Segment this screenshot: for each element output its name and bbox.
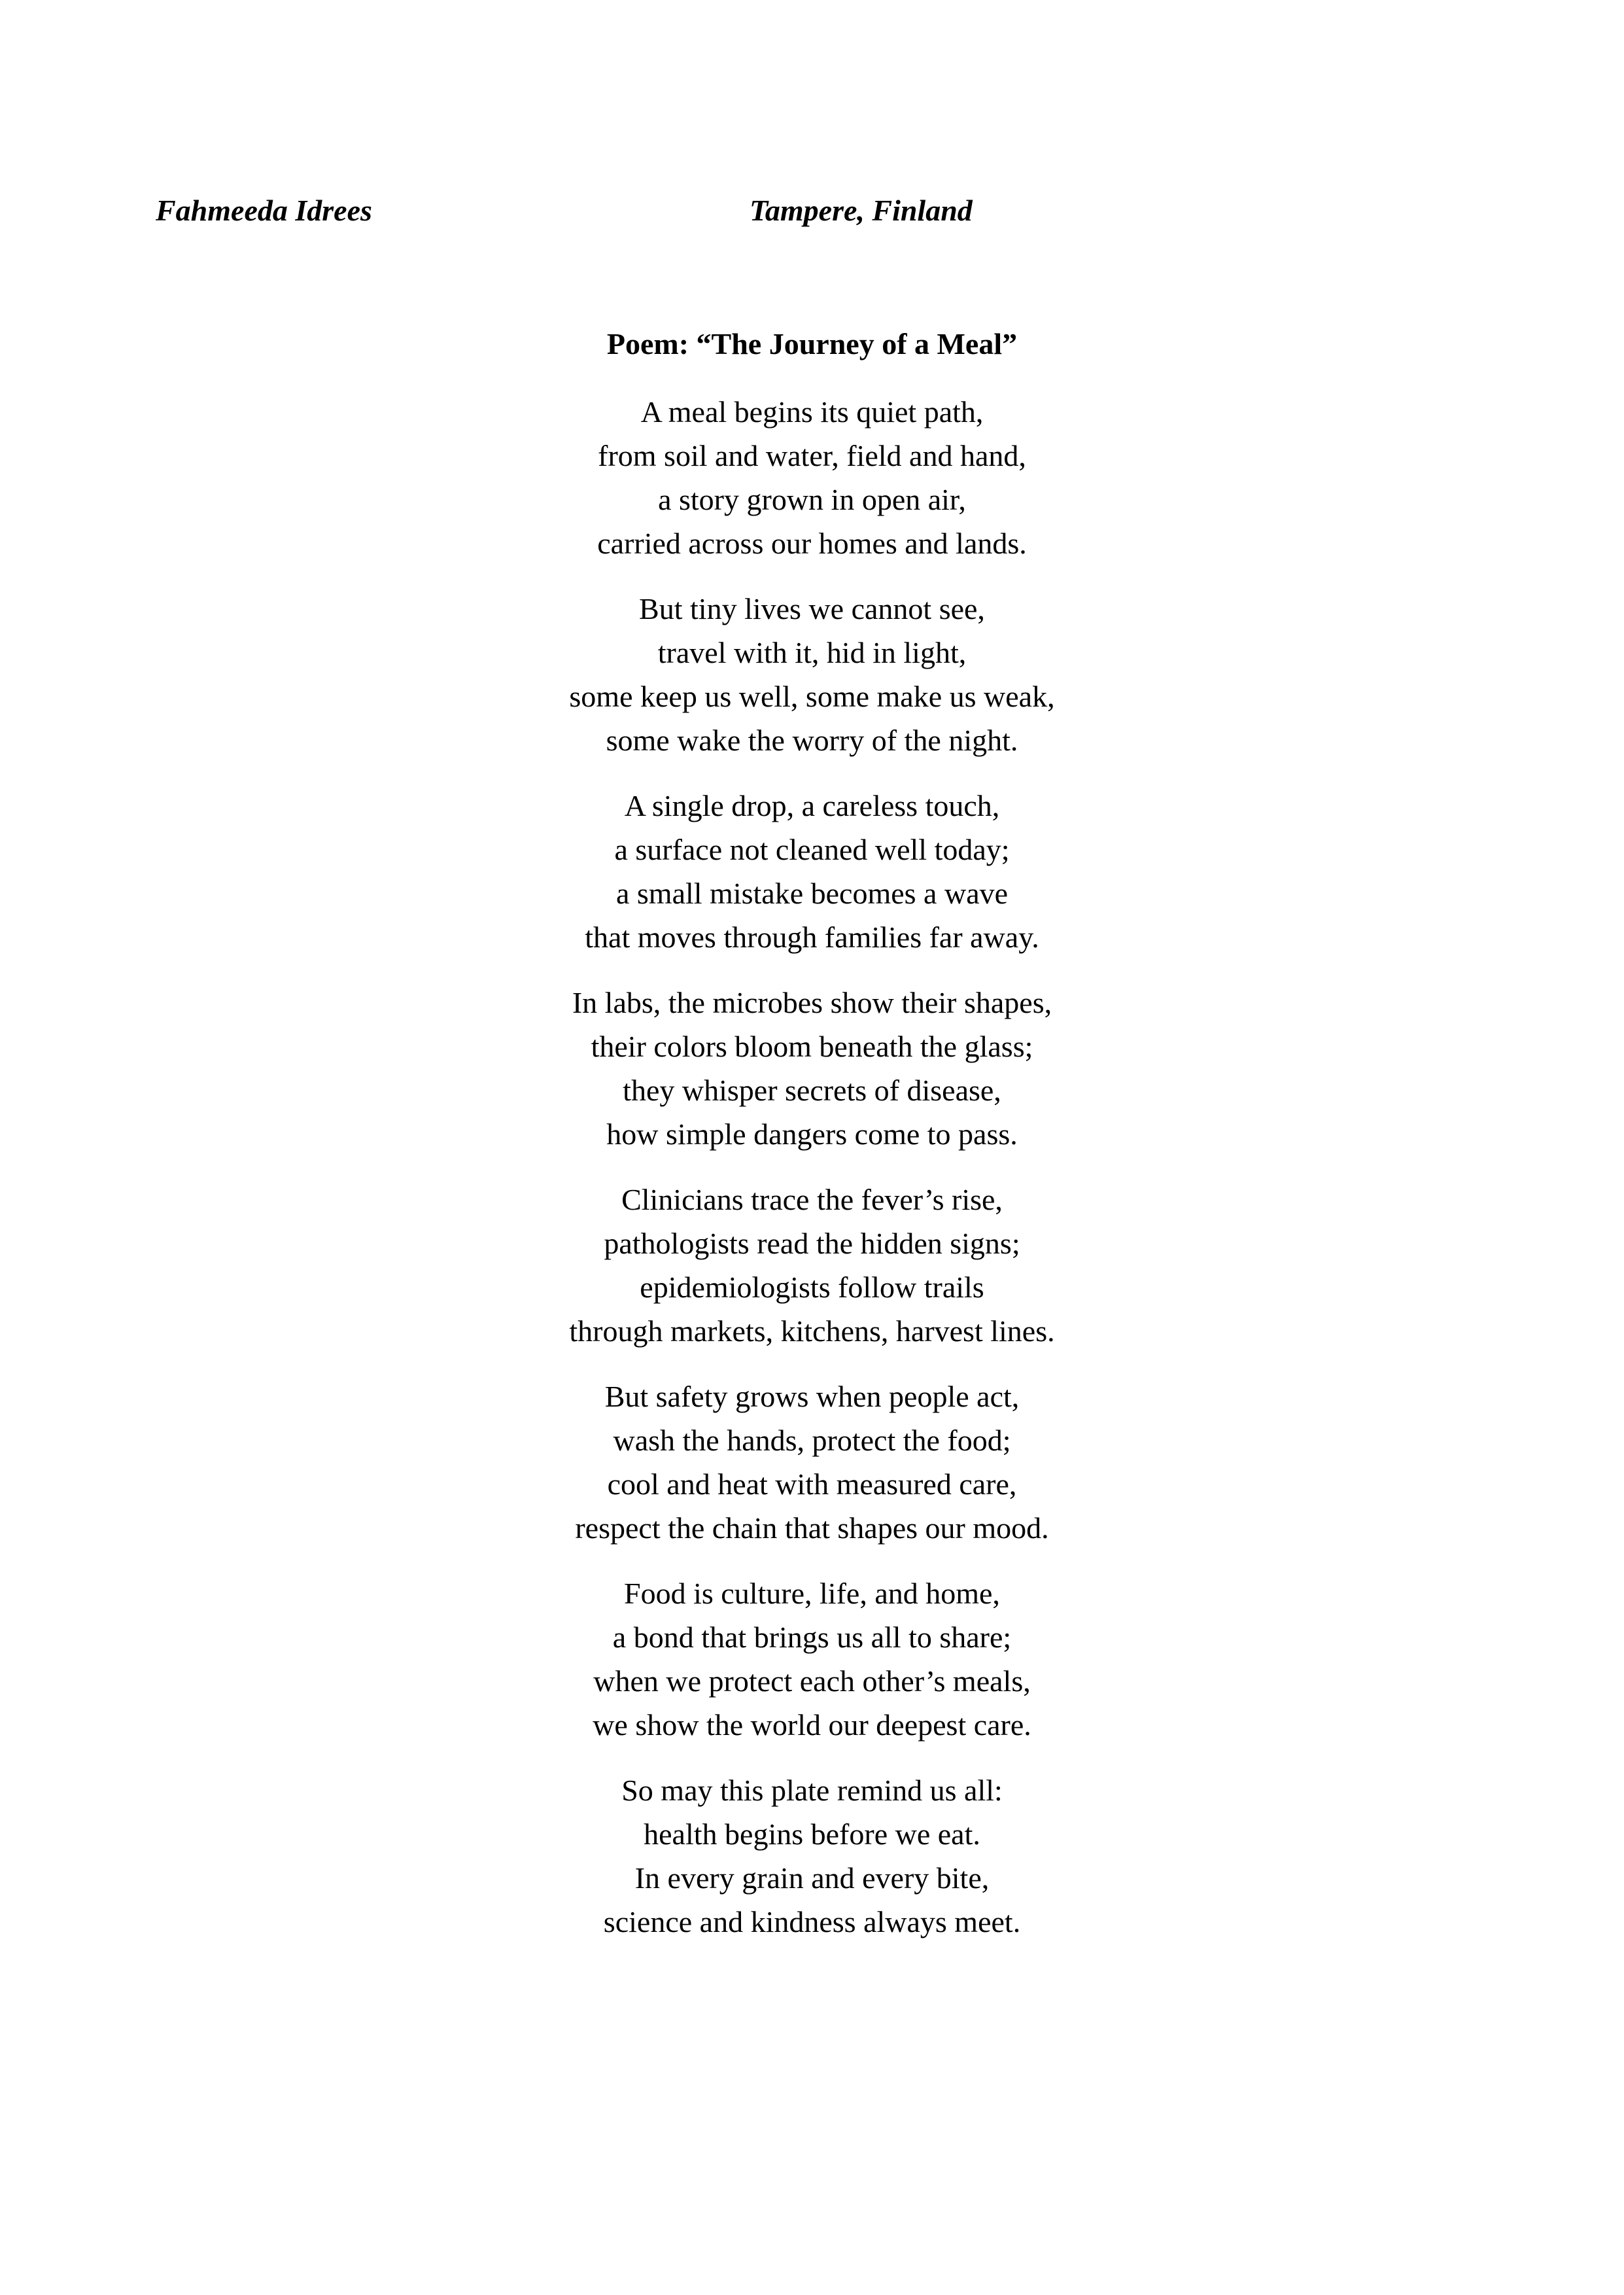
poem-line: cool and heat with measured care, bbox=[607, 1467, 1017, 1501]
poem-line: But tiny lives we cannot see, bbox=[639, 592, 985, 625]
stanza bbox=[0, 1375, 1624, 1550]
poem-line: how simple dangers come to pass. bbox=[606, 1117, 1018, 1151]
poem-line: carried across our homes and lands. bbox=[597, 527, 1027, 560]
poem-line: In labs, the microbes show their shapes, bbox=[572, 986, 1052, 1019]
poem-line: their colors bloom beneath the glass; bbox=[591, 1030, 1033, 1063]
poem-line: some wake the worry of the night. bbox=[606, 724, 1018, 757]
poem-line: a surface not cleaned well today; bbox=[614, 833, 1010, 866]
poem-body bbox=[0, 390, 1624, 1965]
poem-line: travel with it, hid in light, bbox=[657, 636, 967, 669]
poem-line: a bond that brings us all to share; bbox=[612, 1621, 1012, 1654]
poem-line: health begins before we eat. bbox=[644, 1817, 980, 1851]
stanza bbox=[0, 587, 1624, 762]
stanza bbox=[0, 1571, 1624, 1747]
stanza bbox=[0, 981, 1624, 1156]
stanza bbox=[0, 784, 1624, 959]
poem-line: But safety grows when people act, bbox=[604, 1380, 1020, 1413]
poem-line: pathologists read the hidden signs; bbox=[604, 1227, 1020, 1260]
poem-line: wash the hands, protect the food; bbox=[613, 1424, 1011, 1457]
poem-line: some keep us well, some make us weak, bbox=[569, 680, 1055, 713]
poem-line: when we protect each other’s meals, bbox=[593, 1664, 1031, 1698]
poem-line: A meal begins its quiet path, bbox=[640, 395, 984, 429]
stanza bbox=[0, 1768, 1624, 1944]
poem-title: Poem: “The Journey of a Meal” bbox=[606, 327, 1018, 360]
poem-line: A single drop, a careless touch, bbox=[624, 789, 1000, 822]
poem-line: epidemiologists follow trails bbox=[640, 1270, 984, 1304]
poem-line: we show the world our deepest care. bbox=[593, 1708, 1031, 1742]
poem-line: Clinicians trace the fever’s rise, bbox=[621, 1183, 1003, 1216]
author-location: Tampere, Finland bbox=[750, 194, 973, 227]
poem-line: they whisper secrets of disease, bbox=[623, 1074, 1001, 1107]
poem-line: In every grain and every bite, bbox=[634, 1861, 990, 1895]
poem-line: through markets, kitchens, harvest lines. bbox=[569, 1314, 1055, 1348]
poem-line: from soil and water, field and hand, bbox=[598, 439, 1026, 472]
poem-line: So may this plate remind us all: bbox=[621, 1774, 1003, 1807]
poem-line: that moves through families far away. bbox=[585, 920, 1039, 954]
poem-line: Food is culture, life, and home, bbox=[624, 1577, 1000, 1610]
poem-line: respect the chain that shapes our mood. bbox=[575, 1511, 1049, 1545]
poem-line: a story grown in open air, bbox=[658, 483, 966, 516]
stanza bbox=[0, 390, 1624, 565]
stanza bbox=[0, 1178, 1624, 1353]
poem-line: a small mistake becomes a wave bbox=[615, 877, 1009, 910]
author-name: Fahmeeda Idrees bbox=[156, 194, 372, 227]
poem-line: science and kindness always meet. bbox=[603, 1905, 1021, 1938]
